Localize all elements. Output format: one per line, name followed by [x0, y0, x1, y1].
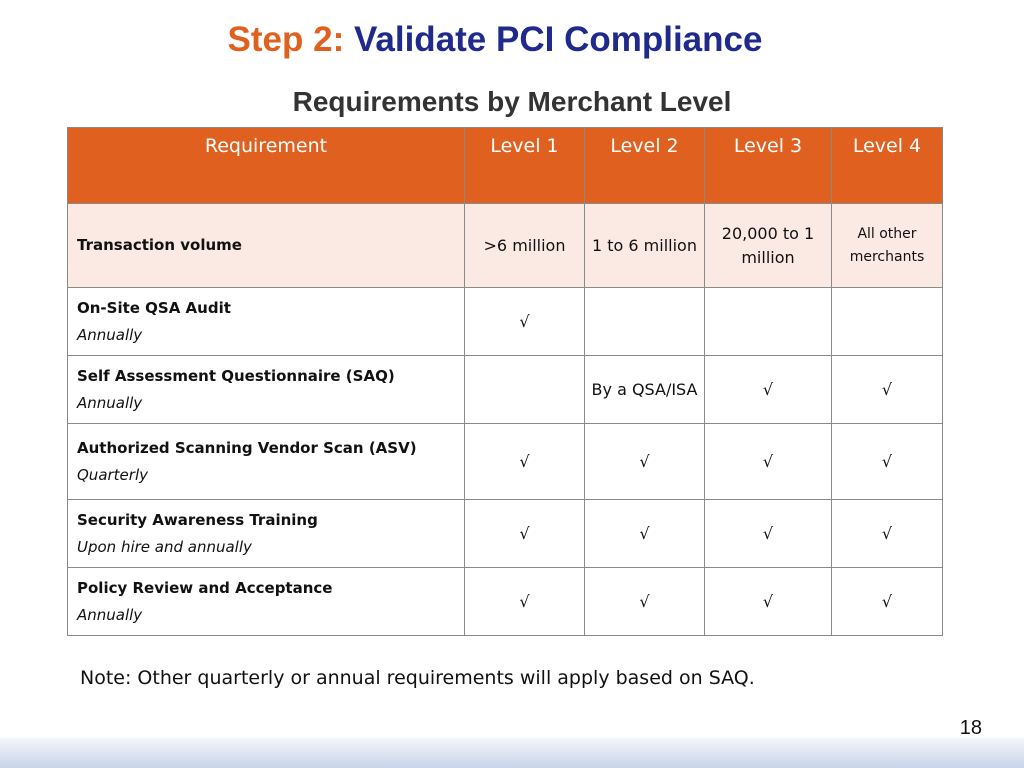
requirement-cell: [68, 288, 465, 356]
table-header-row: [68, 128, 943, 204]
check-mark-cell: √: [832, 356, 943, 424]
table-row: [68, 568, 943, 636]
requirement-name: On-Site QSA Audit: [77, 298, 231, 317]
page-number: 18: [959, 717, 982, 739]
requirement-frequency: Annually: [77, 393, 143, 412]
value-cell: By a QSA/ISA: [585, 356, 705, 424]
volume-level-3: 20,000 to 1 million: [705, 204, 832, 288]
requirement-cell: [68, 204, 465, 288]
volume-level-2: 1 to 6 million: [585, 204, 705, 288]
requirement-name: Policy Review and Acceptance: [77, 578, 333, 597]
check-mark-cell: √: [465, 288, 585, 356]
check-mark-cell: √: [585, 424, 705, 500]
requirement-name: Security Awareness Training: [77, 510, 318, 529]
slide-subtitle: Requirements by Merchant Level: [292, 86, 732, 117]
check-mark-cell: √: [585, 500, 705, 568]
check-mark-cell: √: [465, 568, 585, 636]
empty-cell: [832, 288, 943, 356]
check-mark-cell: √: [705, 356, 832, 424]
requirement-frequency: Quarterly: [77, 465, 148, 484]
check-mark-cell: √: [832, 424, 943, 500]
header-level-1: Level 1: [465, 128, 585, 204]
table-row: [68, 424, 943, 500]
header-requirement: Requirement: [68, 128, 465, 204]
requirement-cell: [68, 356, 465, 424]
check-mark-cell: √: [705, 424, 832, 500]
title-main: Validate PCI Compliance: [353, 20, 763, 59]
volume-level-4: All other merchants: [832, 204, 943, 288]
requirement-frequency: Annually: [77, 325, 143, 344]
requirement-cell: [68, 568, 465, 636]
requirements-table: [67, 127, 943, 636]
table-row: [68, 500, 943, 568]
check-mark-cell: √: [832, 568, 943, 636]
check-mark-cell: √: [465, 500, 585, 568]
check-mark-cell: √: [832, 500, 943, 568]
table-row-transaction-volume: [68, 204, 943, 288]
title-step: Step 2:: [227, 20, 345, 59]
slide-note: Note: Other quarterly or annual requirements will apply based on SAQ.: [80, 667, 755, 689]
requirement-cell: [68, 424, 465, 500]
requirement-name: Transaction volume: [77, 236, 242, 254]
header-level-3: Level 3: [705, 128, 832, 204]
table-row: [68, 356, 943, 424]
check-mark-cell: √: [705, 500, 832, 568]
requirement-frequency: Upon hire and annually: [77, 537, 252, 556]
requirement-cell: [68, 500, 465, 568]
empty-cell: [585, 288, 705, 356]
header-level-2: Level 2: [585, 128, 705, 204]
header-level-4: Level 4: [832, 128, 943, 204]
table-row: [68, 288, 943, 356]
requirement-frequency: Annually: [77, 605, 143, 624]
requirement-name: Self Assessment Questionnaire (SAQ): [77, 366, 395, 385]
requirement-name: Authorized Scanning Vendor Scan (ASV): [77, 438, 417, 457]
empty-cell: [705, 288, 832, 356]
volume-level-1: >6 million: [465, 204, 585, 288]
footer-gradient-bar: [0, 738, 1024, 768]
slide-title: [0, 20, 990, 60]
check-mark-cell: √: [465, 424, 585, 500]
check-mark-cell: √: [705, 568, 832, 636]
check-mark-cell: √: [585, 568, 705, 636]
empty-cell: [465, 356, 585, 424]
